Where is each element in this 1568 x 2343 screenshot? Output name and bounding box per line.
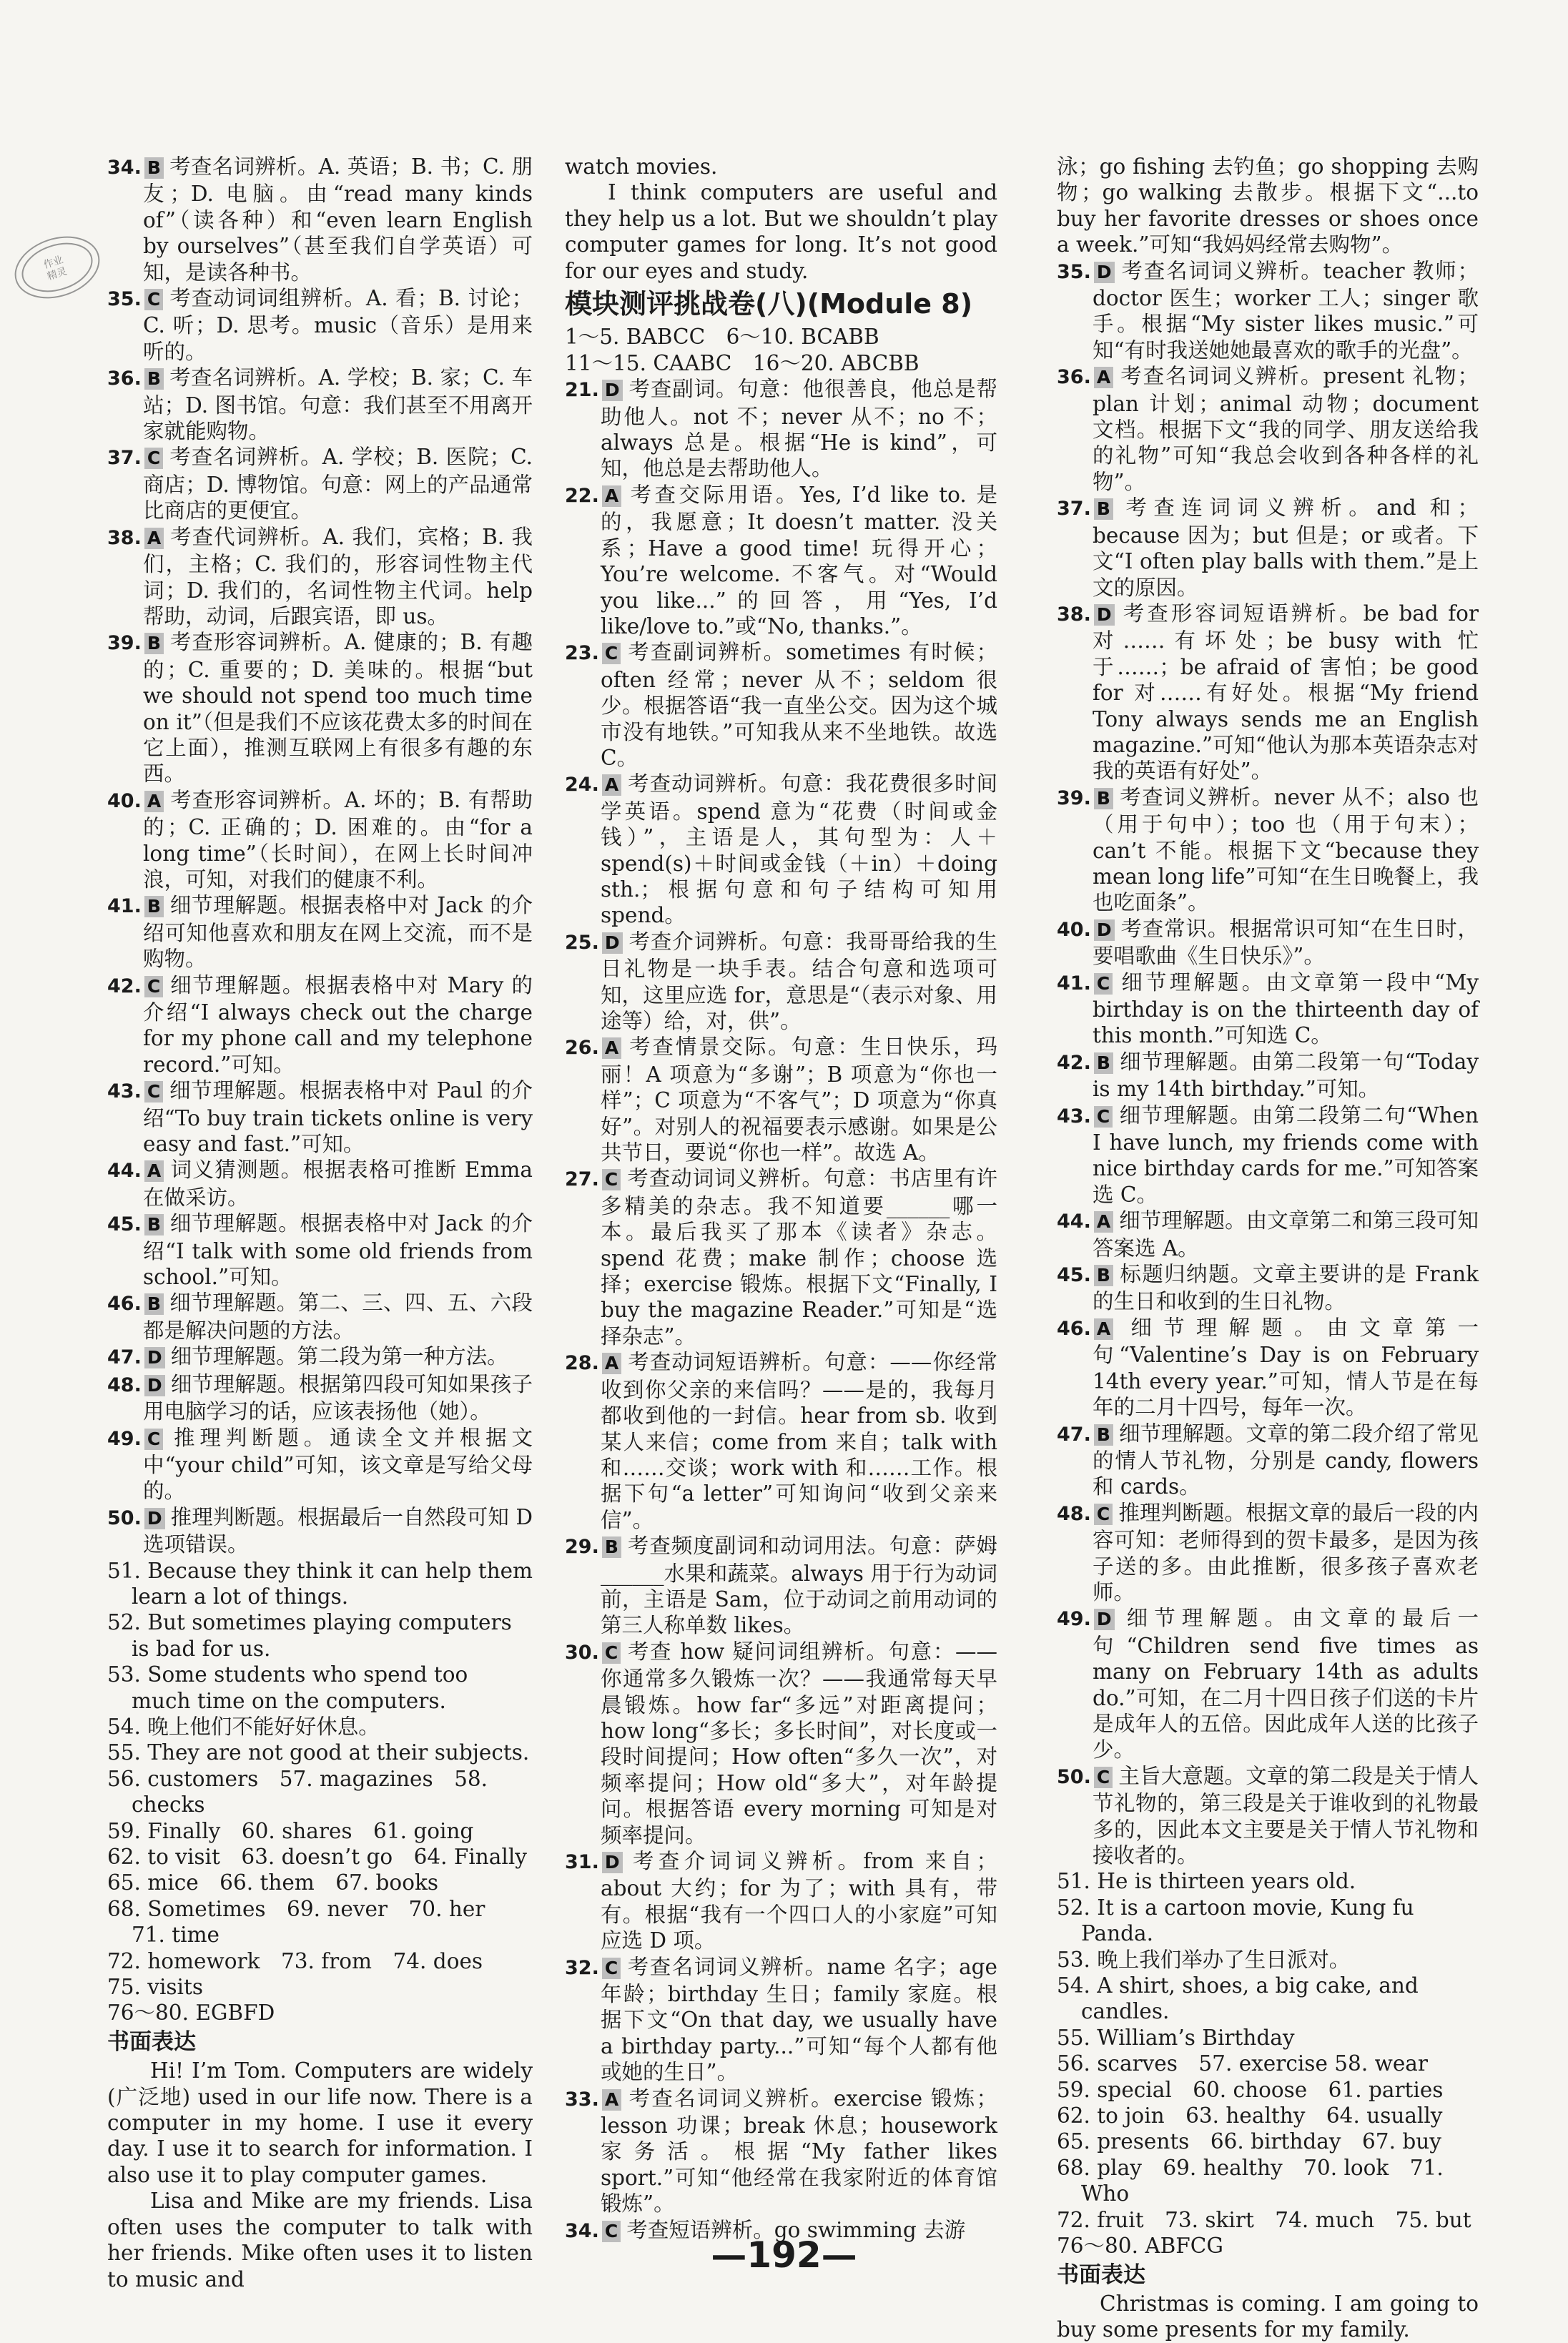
answer-item (565, 771, 997, 928)
answer-item (107, 285, 533, 365)
item-number: 40. (107, 789, 142, 812)
answer-item (565, 1165, 997, 1349)
item-number: 38. (1057, 603, 1091, 626)
column-3 (1057, 154, 1479, 2342)
answer-letter-badge: B (602, 1536, 621, 1558)
item-number: 22. (565, 484, 599, 507)
answer-letter-badge: C (144, 448, 163, 469)
explanation-text: 细节理解题。根据表格中对 Jack 的介绍“I talk with some old friends from school.”可知。 (143, 1211, 533, 1290)
item-number: 35. (107, 288, 142, 311)
item-number: 43. (1057, 1105, 1091, 1128)
short-answer-list-1 (107, 1558, 533, 2026)
answer-item (107, 1371, 533, 1425)
answer-item (107, 892, 533, 972)
answer-item (107, 787, 533, 893)
item-number: 42. (1057, 1051, 1091, 1074)
answer-item (1057, 1261, 1479, 1315)
answer-letter-badge: C (1094, 1767, 1113, 1788)
answer-letter-badge: B (144, 1214, 164, 1235)
item-number: 31. (565, 1851, 599, 1873)
short-answer-line: 53. Some students who spend too much time on the computers. (107, 1662, 468, 1713)
answer-letter-badge: D (144, 1347, 165, 1368)
explanation-text: 考查介词辨析。句意：我哥哥给我的生日礼物是一块手表。结合句意和选项可知，这里应选 for，意思是“（表示对象、用途等）给，对，供”。 (601, 929, 997, 1033)
answer-item (565, 929, 997, 1035)
explanation-text: 细节理解题。文章的第二段介绍了常见的情人节礼物，分别是 candy, flowers 和 cards。 (1093, 1421, 1479, 1499)
column-1 (107, 154, 533, 2292)
item-number: 36. (107, 368, 142, 390)
item-number: 45. (107, 1213, 142, 1236)
explanation-text: 考查频度副词和动词用法。句意：萨姆______水果和蔬菜。always 用于行为动词前，主语是 Sam，位于动词之前用动词的第三人称单数 likes。 (601, 1534, 997, 1638)
item-number: 30. (565, 1641, 599, 1664)
answer-item (1057, 1421, 1479, 1500)
answer-item (565, 1349, 997, 1533)
section-title: 模块测评挑战卷(八)(Module 8) (565, 288, 973, 320)
short-answer-line: 52. But sometimes playing computers is bad for us. (107, 1610, 512, 1661)
item-number: 35. (1057, 260, 1091, 283)
explanation-text: 考查动词辨析。句意：我花费很多时间学英语。spend 意为“花费（时间或金钱）”，主语是人，其句型为：人＋spend(s)＋时间或金钱（＋in）＋doing sth.；根据句意和句子结构可知用 spend。 (601, 771, 997, 928)
item-number: 47. (107, 1346, 142, 1369)
item-number: 41. (107, 895, 142, 918)
item-number: 48. (107, 1373, 142, 1396)
explanation-text: 细节理解题。由第二段第二句“When I have lunch, my friends come with nice birthday cards for me.”可知答案选 C。 (1093, 1103, 1479, 1207)
answer-letter-badge: B (1094, 788, 1113, 809)
essay-paragraph: Hi! I’m Tom. Computers are widely (广泛地) used in our life now. There is a computer in my home. I use it every day. I use it to search for information. I also use it to play computer games. (107, 2058, 533, 2187)
item-number: 50. (1057, 1765, 1091, 1788)
answer-item (1057, 916, 1479, 970)
answer-letter-badge: D (1094, 604, 1115, 626)
explanation-text: 细节理解题。第二、三、四、五、六段都是解决问题的方法。 (143, 1291, 533, 1343)
item-number: 25. (565, 931, 599, 954)
item-number: 49. (1057, 1608, 1091, 1631)
answer-item (1057, 1315, 1479, 1421)
answer-letter-badge: A (602, 1037, 621, 1059)
answer-letter-badge: A (602, 1353, 621, 1374)
item-number: 32. (565, 1956, 599, 1979)
item-number: 46. (107, 1293, 142, 1316)
explanation-text: 词义猜测题。根据表格可推断 Emma 在做采访。 (143, 1158, 533, 1210)
answer-item (107, 1077, 533, 1157)
answer-letter-badge: D (602, 1852, 623, 1873)
column-2 (565, 154, 997, 2242)
answer-list-3 (1057, 258, 1479, 1869)
explanation-text: 细节理解题。由文章的最后一句“Children send five times as many on February 14th as adults do.”可知，在二月十四日孩子们送的卡片是成年人的五倍。因此成年人送的比孩子少。 (1093, 1606, 1479, 1762)
item-number: 34. (107, 157, 142, 179)
item-number: 36. (1057, 366, 1091, 389)
essay-paragraph: I think computers are useful and they help us a lot. But we shouldn’t play computer games for long. It’s not good for our eyes and study. (565, 180, 997, 283)
answer-item (565, 1533, 997, 1639)
item-number: 46. (1057, 1317, 1091, 1340)
answer-item (565, 1954, 997, 2086)
answer-letter-badge: C (144, 1081, 163, 1103)
explanation-text: 推理判断题。通读全文并根据文中“your child”可知，该文章是写给父母的。 (143, 1425, 533, 1504)
short-answer-line: 76～80. ABFCG (1057, 2234, 1223, 2259)
short-answer-line: 62. to join 63. healthy 64. usually (1057, 2103, 1443, 2129)
answer-item (107, 972, 533, 1078)
item-number: 44. (107, 1160, 142, 1183)
answer-item (107, 1290, 533, 1343)
explanation-text: 推理判断题。根据文章的最后一段的内容可知：老师得到的贺卡最多，是因为孩子送的多。由此推断，很多孩子喜欢老师。 (1093, 1500, 1479, 1604)
explanation-text: 细节理解题。根据表格中对 Jack 的介绍可知他喜欢和朋友在网上交流，而不是购物。 (143, 893, 533, 972)
svg-text:精灵: 精灵 (46, 265, 69, 283)
answer-item (107, 365, 533, 444)
answer-letter-badge: B (144, 368, 164, 390)
explanation-text: 考查形容词辨析。A. 健康的；B. 有趣的；C. 重要的；D. 美味的。根据“but we should not spend too much time on it”（但是我们不应该花费太多的时间在它上面），推测互联网上有很多有趣的东西。 (143, 630, 533, 786)
item-number: 23. (565, 642, 599, 665)
answer-letter-badge: D (1094, 919, 1115, 941)
explanation-text: 考查形容词辨析。A. 坏的；B. 有帮助的；C. 正确的；D. 困难的。由“for a long time”（长时间），在网上长时间冲浪，可知，对我们的健康不利。 (143, 787, 533, 892)
answer-item (565, 1639, 997, 1848)
item-number: 21. (565, 379, 599, 402)
short-answer-line: 55. William’s Birthday (1057, 2025, 1295, 2050)
explanation-text: 考查名词词义辨析。name 名字；age 年龄；birthday 生日；family 家庭。根据下文“On that day, we usually have a birthday party...”可知“每个人都有他或她的生日”。 (601, 1954, 997, 2085)
answer-item (107, 1425, 533, 1504)
answer-letter-badge: A (1094, 367, 1113, 388)
explanation-text: 考查名词辨析。A. 英语；B. 书；C. 朋友；D. 电脑。由“read many kinds of”（读各种）和“even learn English by ourselves”（甚至我们自学英语）可知，是读各种书。 (143, 154, 533, 285)
explanation-text: 考查介词词义辨析。from 来自；about 大约；for 为了；with 具有，带有。根据“我有一个四口人的小家庭”可知应选 D 项。 (601, 1849, 997, 1953)
item-number: 43. (107, 1080, 142, 1103)
explanation-text: 考查代词辨析。A. 我们，宾格；B. 我们，主格；C. 我们的，形容词性物主代词；D. 我们的，名词性物主代词。help 帮助，动词，后跟宾语，即 us。 (143, 524, 533, 628)
essay-paragraph: Lisa and Mike are my friends. Lisa often uses the computer to talk with her friends. Mike often uses it to listen to music and (107, 2189, 533, 2292)
answer-letter-badge: D (1094, 1609, 1115, 1630)
answer-item (107, 1343, 533, 1371)
svg-text:作业: 作业 (41, 254, 65, 272)
item-number: 34. (565, 2219, 599, 2242)
answer-letter-badge: D (144, 1508, 165, 1529)
answer-letter-badge: C (602, 1958, 621, 1979)
answer-item (1057, 601, 1479, 784)
explanation-text: 细节理解题。根据第四段可知如果孩子用电脑学习的话，应该表扬他（她）。 (143, 1371, 533, 1424)
answer-item (565, 482, 997, 639)
answer-key-line: 1～5. BABCC 6～10. BCABB (565, 325, 879, 350)
explanation-text: 考查情景交际。句意：生日快乐，玛丽！A 项意为“多谢”；B 项意为“你也一样”；C 项意为“不客气”；D 项意为“你真好”。对别人的祝福要表示感谢。如果是公共节日，要说“你也一样”。故选 A。 (601, 1035, 997, 1165)
answer-letter-badge: B (144, 157, 164, 179)
explanation-text: 考查名词词义辨析。teacher 教师；doctor 医生；worker 工人；singer 歌手。根据“My sister likes music.”可知“有时我送她她最喜欢的歌手的光盘”。 (1093, 258, 1479, 362)
answer-item (565, 376, 997, 482)
answer-item (107, 629, 533, 786)
item-number: 38. (107, 526, 142, 549)
item-number: 39. (1057, 786, 1091, 809)
answer-letter-badge: B (1094, 1265, 1113, 1286)
answer-letter-badge: B (1094, 1052, 1113, 1074)
answer-item (107, 154, 533, 285)
explanation-text: 考查副词辨析。sometimes 有时候；often 经常；never 从不；seldom 很少。根据答语“我一直坐公交。因为这个城市没有地铁。”可知我从来不坐地铁。故选 C。 (601, 640, 997, 770)
answer-letter-badge: B (1094, 498, 1113, 520)
answer-letter-badge: A (1094, 1211, 1113, 1233)
essay-paragraph: Christmas is coming. I am going to buy some presents for my family. (1057, 2291, 1479, 2342)
item-number: 45. (1057, 1264, 1091, 1287)
answer-letter-badge: A (1094, 1318, 1113, 1340)
answer-item (1057, 258, 1479, 364)
item-number: 42. (107, 975, 142, 997)
explanation-text: 考查常识。根据常识可知“在生日时，要唱歌曲《生日快乐》”。 (1093, 916, 1479, 969)
explanation-text: 细节理解题。根据表格中对 Paul 的介绍“To buy train tickets online is very easy and fast.”可知。 (143, 1078, 533, 1157)
answer-item (107, 524, 533, 630)
answer-letter-badge: B (144, 896, 164, 917)
explanation-text: 考查动词词组辨析。A. 看；B. 讨论；C. 听；D. 思考。music（音乐）是用来听的。 (143, 286, 533, 364)
explanation-text: 细节理解题。由文章第一句“Valentine’s Day is on February 14th every year.”可知，情人节是在每年的二月十四号，每年一次。 (1093, 1315, 1479, 1420)
explanation-text: 考查动词短语辨析。句意：——你经常收到你父亲的来信吗？——是的，我每月都收到他的一封信。hear from sb. 收到某人来信；come from 来自；talk with 和……交谈；work with 和……工作。根据下句“a letter”可知询问“收到父亲来信”。 (601, 1350, 997, 1532)
explanation-text: 考查动词词义辨析。句意：书店里有许多精美的杂志。我不知道要______哪一本。最后我买了那本《读者》杂志。spend 花费；make 制作；choose 选择；exercise 锻炼。根据下文“Finally, I buy the magazine Reader.”可知是“选择杂志”。 (601, 1166, 997, 1348)
item-number: 26. (565, 1037, 599, 1060)
short-answer-line: 51. He is thirteen years old. (1057, 1869, 1356, 1894)
item-number: 49. (107, 1427, 142, 1450)
answer-letter-badge: A (602, 2089, 621, 2111)
short-answer-line: 72. homework 73. from 74. does (107, 1948, 483, 1973)
answer-letter-badge: A (602, 774, 621, 796)
short-answer-line: 59. Finally 60. shares 61. going (107, 1818, 474, 1843)
answer-item (1057, 495, 1479, 601)
explanation-text: 考查名词辨析。A. 学校；B. 医院；C. 商店；D. 博物馆。句意：网上的产品通常比商店的更便宜。 (143, 445, 533, 523)
short-answer-line: 56. customers 57. magazines 58. checks (107, 1766, 488, 1817)
answer-item (565, 1034, 997, 1165)
explanation-text: 推理判断题。根据最后一自然段可知 D 选项错误。 (143, 1504, 533, 1557)
explanation-text: 考查名词辨析。A. 学校；B. 家；C. 车站；D. 图书馆。句意：我们甚至不用离开家就能购物。 (143, 365, 533, 444)
writing-heading-1: 书面表达 (107, 2028, 196, 2055)
answer-item (1057, 1049, 1479, 1103)
answer-letter-badge: B (144, 1293, 164, 1315)
short-answer-list-3 (1057, 1868, 1479, 2259)
item-number: 41. (1057, 972, 1091, 995)
explanation-text: 考查名词词义辨析。exercise 锻炼；lesson 功课；break 休息；housework 家务活。根据“My father likes sport.”可知“他经常在我家附近的体育馆锻炼”。 (601, 2086, 997, 2216)
answer-letter-badge: B (1094, 1424, 1113, 1446)
answer-list-1 (107, 154, 533, 1558)
item-number: 33. (565, 2088, 599, 2111)
answer-letter-badge: C (144, 976, 163, 997)
short-answer-line: 54. A shirt, shoes, a big cake, and candles. (1057, 1973, 1419, 2024)
explanation-text: 细节理解题。第二段为第一种方法。 (170, 1344, 508, 1369)
answer-item (1057, 784, 1479, 916)
answer-continuation: 泳；go fishing 去钓鱼；go shopping 去购物；go walking 去散步。根据下文“...to buy her favorite dresses or shoes once a week.”可知“我妈妈经常去购物”。 (1057, 154, 1479, 257)
answer-letter-badge: D (602, 932, 623, 954)
answer-letter-badge: A (144, 791, 164, 812)
item-number: 44. (1057, 1210, 1091, 1233)
explanation-text: 考查短语辨析。go swimming 去游 (626, 2217, 966, 2242)
short-answer-line: 62. to visit 63. doesn’t go 64. Finally (107, 1845, 527, 1869)
explanation-text: 考查形容词短语辨析。be bad for 对……有坏处；be busy with 忙于……；be afraid of 害怕；be good for 对……有好处。根据“My friend Tony always sends me an English magazine.”可知“他认为那本英语杂志对我的英语有好处”。 (1093, 601, 1479, 784)
short-answer-line: 55. They are not good at their subjects. (107, 1740, 530, 1765)
answer-letter-badge: C (602, 1169, 621, 1190)
writing-heading-2: 书面表达 (1057, 2261, 1145, 2288)
answer-item (1057, 1500, 1479, 1606)
answer-letter-badge: D (602, 380, 623, 401)
explanation-text: 考查词义辨析。never 从不；also 也（用于句中）；too 也（用于句末）；can’t 不能。根据下文“because they mean long life”可知“在生日晚餐上，我也吃面条”。 (1093, 784, 1479, 915)
answer-item (1057, 1103, 1479, 1208)
short-answer-line: 51. Because they think it can help them learn a lot of things. (107, 1558, 533, 1609)
answer-letter-badge: A (602, 485, 621, 507)
homework-stamp-logo (6, 225, 109, 310)
answer-item (107, 1504, 533, 1558)
answer-item (1057, 1605, 1479, 1762)
explanation-text: 细节理解题。由第二段第一句“Today is my 14th birthday.”可知。 (1093, 1049, 1479, 1102)
short-answer-line: 59. special 60. choose 61. parties (1057, 2077, 1444, 2102)
short-answer-line: 72. fruit 73. skirt 74. much 75. but (1057, 2207, 1471, 2232)
answer-letter-badge: C (1094, 1106, 1113, 1128)
short-answer-line: 68. Sometimes 69. never 70. her 71. time (107, 1896, 506, 1948)
explanation-text: 考查 how 疑问词组辨析。句意：——你通常多久锻炼一次？——我通常每天早晨锻炼。how far“多远”对距离提问；how long“多长；多长时间”，对长度或一段时间提问；How often“多久一次”，对频率提问；How old“多大”，对年龄提问。根据答语 every morning 可知是对频率提问。 (601, 1639, 997, 1848)
item-number: 47. (1057, 1423, 1091, 1446)
item-number: 50. (107, 1506, 142, 1529)
answer-item (1057, 970, 1479, 1049)
answer-item (565, 1848, 997, 1954)
answer-letter-badge: C (602, 1642, 621, 1664)
item-number: 37. (107, 447, 142, 470)
short-answer-line: 53. 晚上我们举办了生日派对。 (1057, 1947, 1351, 1972)
answer-letter-badge: C (602, 2221, 621, 2242)
item-number: 24. (565, 774, 599, 796)
page-number: —192— (711, 2234, 857, 2276)
explanation-text: 考查副词。句意：他很善良，他总是帮助他人。not 不；never 从不；no 不；always 总是。根据“He is kind”，可知，他总是去帮助他人。 (601, 377, 997, 481)
item-number: 40. (1057, 918, 1091, 941)
explanation-text: 考查交际用语。Yes, I’d like to. 是的，我愿意；It doesn’t matter. 没关系；Have a good time! 玩得开心；You’re welcome. 不客气。对“Would you like...”的回答，用“Yes, I’d like/love to.”或“No, thanks.”。 (601, 482, 997, 638)
short-answer-line: 52. It is a cartoon movie, Kung fu Panda. (1057, 1895, 1414, 1946)
explanation-text: 考查名词词义辨析。present 礼物；plan 计划；animal 动物；document 文档。根据下文“我的同学、朋友送给我的礼物”可知“我总会收到各种各样的礼物”。 (1093, 364, 1479, 494)
answer-item (1057, 1208, 1479, 1261)
short-answer-line: 56. scarves 57. exercise 58. wear (1057, 2051, 1428, 2076)
explanation-text: 标题归纳题。文章主要讲的是 Frank 的生日和收到的生日礼物。 (1093, 1262, 1479, 1314)
answer-item (1057, 1763, 1479, 1869)
explanation-text: 细节理解题。由文章第一段中“My birthday is on the thirteenth day of this month.”可知选 C。 (1093, 970, 1479, 1048)
short-answer-line: 54. 晚上他们不能好好休息。 (107, 1714, 380, 1739)
answer-item (107, 1157, 533, 1210)
explanation-text: 主旨大意题。文章的第二段是关于情人节礼物的，第三段是关于谁收到的礼物最多的，因此本文主要是关于情人节礼物和接收者的。 (1093, 1763, 1479, 1868)
answer-letter-badge: A (144, 528, 164, 549)
short-answer-line: 68. play 69. healthy 70. look 71. Who (1057, 2155, 1444, 2206)
explanation-text: 细节理解题。根据表格中对 Mary 的介绍“I always check out the charge for my phone call and my telephone record.”可知。 (143, 972, 533, 1077)
answer-letter-badge: C (1094, 1504, 1113, 1525)
short-answer-line: 65. presents 66. birthday 67. buy (1057, 2129, 1441, 2154)
answer-item (1057, 363, 1479, 495)
short-answer-line: 76～80. EGBFD (107, 2001, 275, 2026)
short-answer-line: 65. mice 66. them 67. books (107, 1870, 438, 1895)
answer-key-line: 11～15. CAABC 16～20. ABCBB (565, 350, 919, 375)
item-number: 29. (565, 1536, 599, 1559)
short-answer-line: 75. visits (107, 1975, 203, 2000)
item-number: 39. (107, 632, 142, 655)
answer-letter-badge: D (1094, 262, 1115, 283)
answer-letter-badge: C (602, 643, 621, 664)
answer-letter-badge: B (144, 633, 164, 654)
answer-item (565, 2086, 997, 2217)
answer-item (565, 639, 997, 771)
item-number: 48. (1057, 1502, 1091, 1525)
answer-letter-badge: A (144, 1160, 164, 1182)
answer-list-2 (565, 376, 997, 2244)
answer-letter-badge: C (144, 289, 163, 310)
item-number: 37. (1057, 498, 1091, 521)
explanation-text: 考查连词词义辨析。and 和；because 因为；but 但是；or 或者。下文“I often play balls with them.”是上文的原因。 (1093, 495, 1479, 600)
item-number: 27. (565, 1168, 599, 1191)
essay-continuation: watch movies. (565, 154, 718, 179)
item-number: 28. (565, 1352, 599, 1375)
answer-letter-badge: C (144, 1429, 163, 1450)
answer-item (107, 1210, 533, 1290)
answer-letter-badge: C (1094, 973, 1113, 995)
answer-item (107, 444, 533, 523)
answer-letter-badge: D (144, 1375, 165, 1396)
explanation-text: 细节理解题。由文章第二和第三段可知答案选 A。 (1093, 1208, 1479, 1261)
